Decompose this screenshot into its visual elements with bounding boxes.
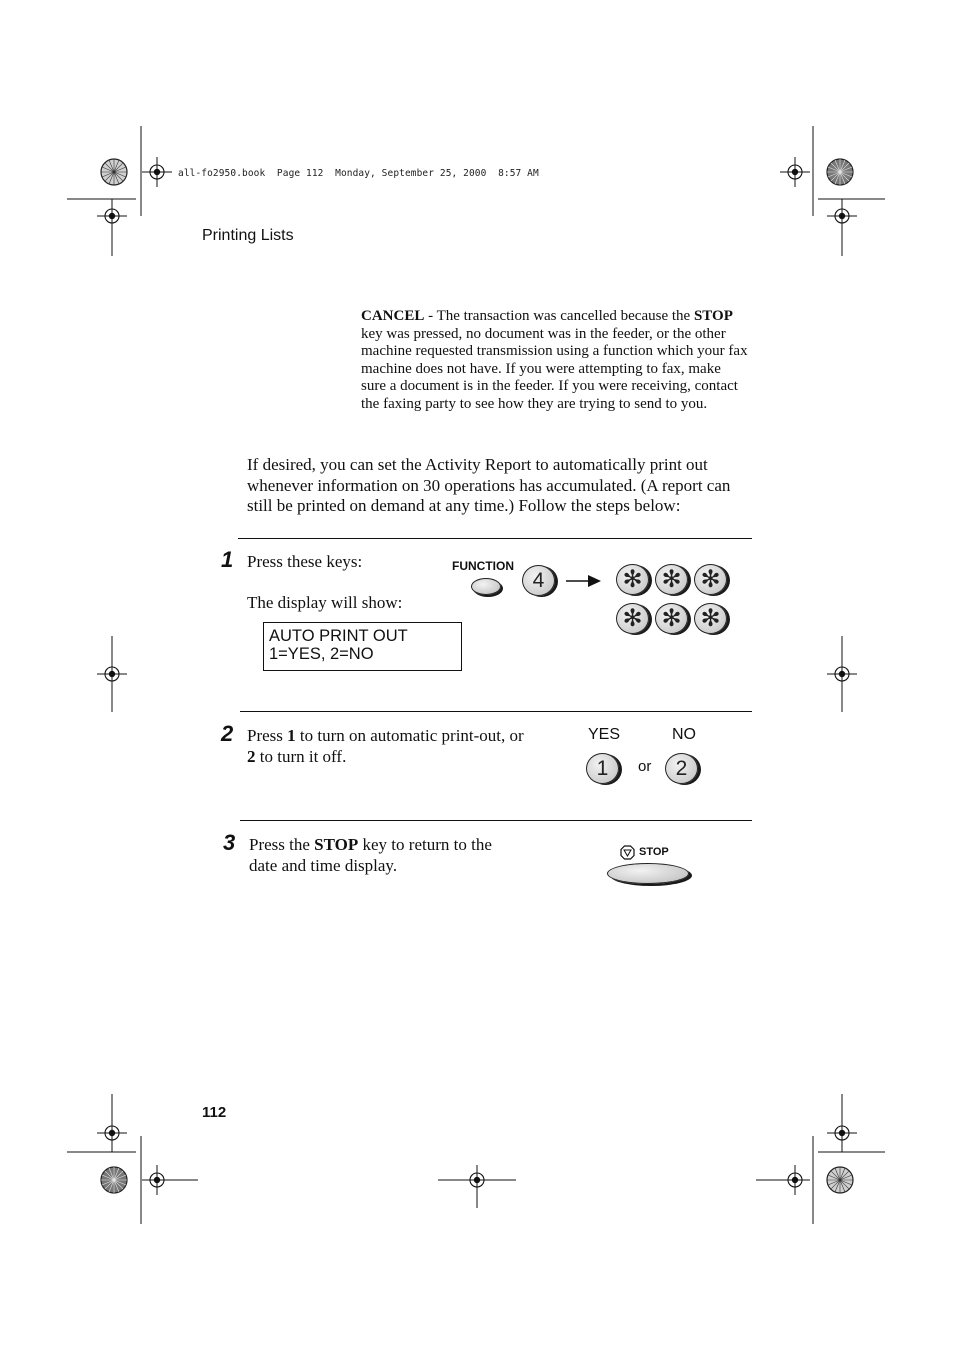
key-2[interactable]: 2 <box>665 753 698 784</box>
star-key[interactable]: ✻ <box>616 564 649 595</box>
stop-button[interactable] <box>607 863 689 884</box>
step-3-rule <box>240 820 752 821</box>
display-line-2: 1=YES, 2=NO <box>269 645 374 663</box>
step-3-text-1: Press the <box>249 835 315 854</box>
arrow-right-icon <box>566 574 602 588</box>
stop-key-term: STOP <box>693 308 733 324</box>
cancel-text-1: - The transaction was cancelled because the <box>424 308 694 324</box>
star-key[interactable]: ✻ <box>655 603 688 634</box>
function-key[interactable] <box>471 578 501 595</box>
page-number: 112 <box>202 1104 227 1121</box>
cancel-note <box>361 308 749 414</box>
star-key[interactable]: ✻ <box>655 564 688 595</box>
stop-label: STOP <box>639 846 669 858</box>
step-2-text <box>247 725 527 767</box>
intro-paragraph: If desired, you can set the Activity Report to automatically print out whenever information on 30 operations has accumulated. (A report can still be printed on demand at any time.) Follow the steps below: <box>247 455 731 515</box>
file-info-line: all-fo2950.book Page 112 Monday, September 25, 2000 8:57 AM <box>178 168 539 179</box>
stop-icon <box>620 845 635 860</box>
step-1-text: Press these keys: <box>247 552 363 571</box>
step-2-key-1: 1 <box>287 726 296 745</box>
step-2-number: 2 <box>221 721 234 746</box>
step-1-rule <box>238 538 752 539</box>
key-4[interactable]: 4 <box>522 565 555 596</box>
step-3-text-2: key to return to the date and time display. <box>249 835 492 875</box>
step-1-display-label: The display will show: <box>247 593 403 612</box>
step-3-text <box>249 834 519 876</box>
no-label: NO <box>672 726 696 743</box>
star-key[interactable]: ✻ <box>694 564 727 595</box>
function-label: FUNCTION <box>452 559 514 573</box>
or-label: or <box>638 758 652 775</box>
cancel-text-2: key was pressed, no document was in the feeder, or the other machine requested transmission using a function which your fax machine does not have. If you were attempting to fax, make sure a document is in the feeder. If you were receiving, contact the faxing party to see how they are trying to send to you. <box>361 325 748 412</box>
step-2-text-1: Press <box>247 726 288 745</box>
cancel-term: CANCEL <box>361 308 425 324</box>
step-2-text-3: to turn it off. <box>255 747 347 766</box>
key-1[interactable]: 1 <box>586 753 619 784</box>
section-title: Printing Lists <box>202 227 294 244</box>
lcd-display <box>263 622 462 671</box>
step-2-rule <box>240 711 752 712</box>
step-2-text-2: to turn on automatic print-out, or <box>295 726 524 745</box>
step-3-stop: STOP <box>314 835 359 854</box>
step-1-number: 1 <box>221 547 234 572</box>
star-key[interactable]: ✻ <box>616 603 649 634</box>
star-key[interactable]: ✻ <box>694 603 727 634</box>
step-3-number: 3 <box>223 830 236 855</box>
yes-label: YES <box>588 726 621 743</box>
step-2-key-2: 2 <box>247 747 256 766</box>
display-line-1: AUTO PRINT OUT <box>269 627 408 645</box>
